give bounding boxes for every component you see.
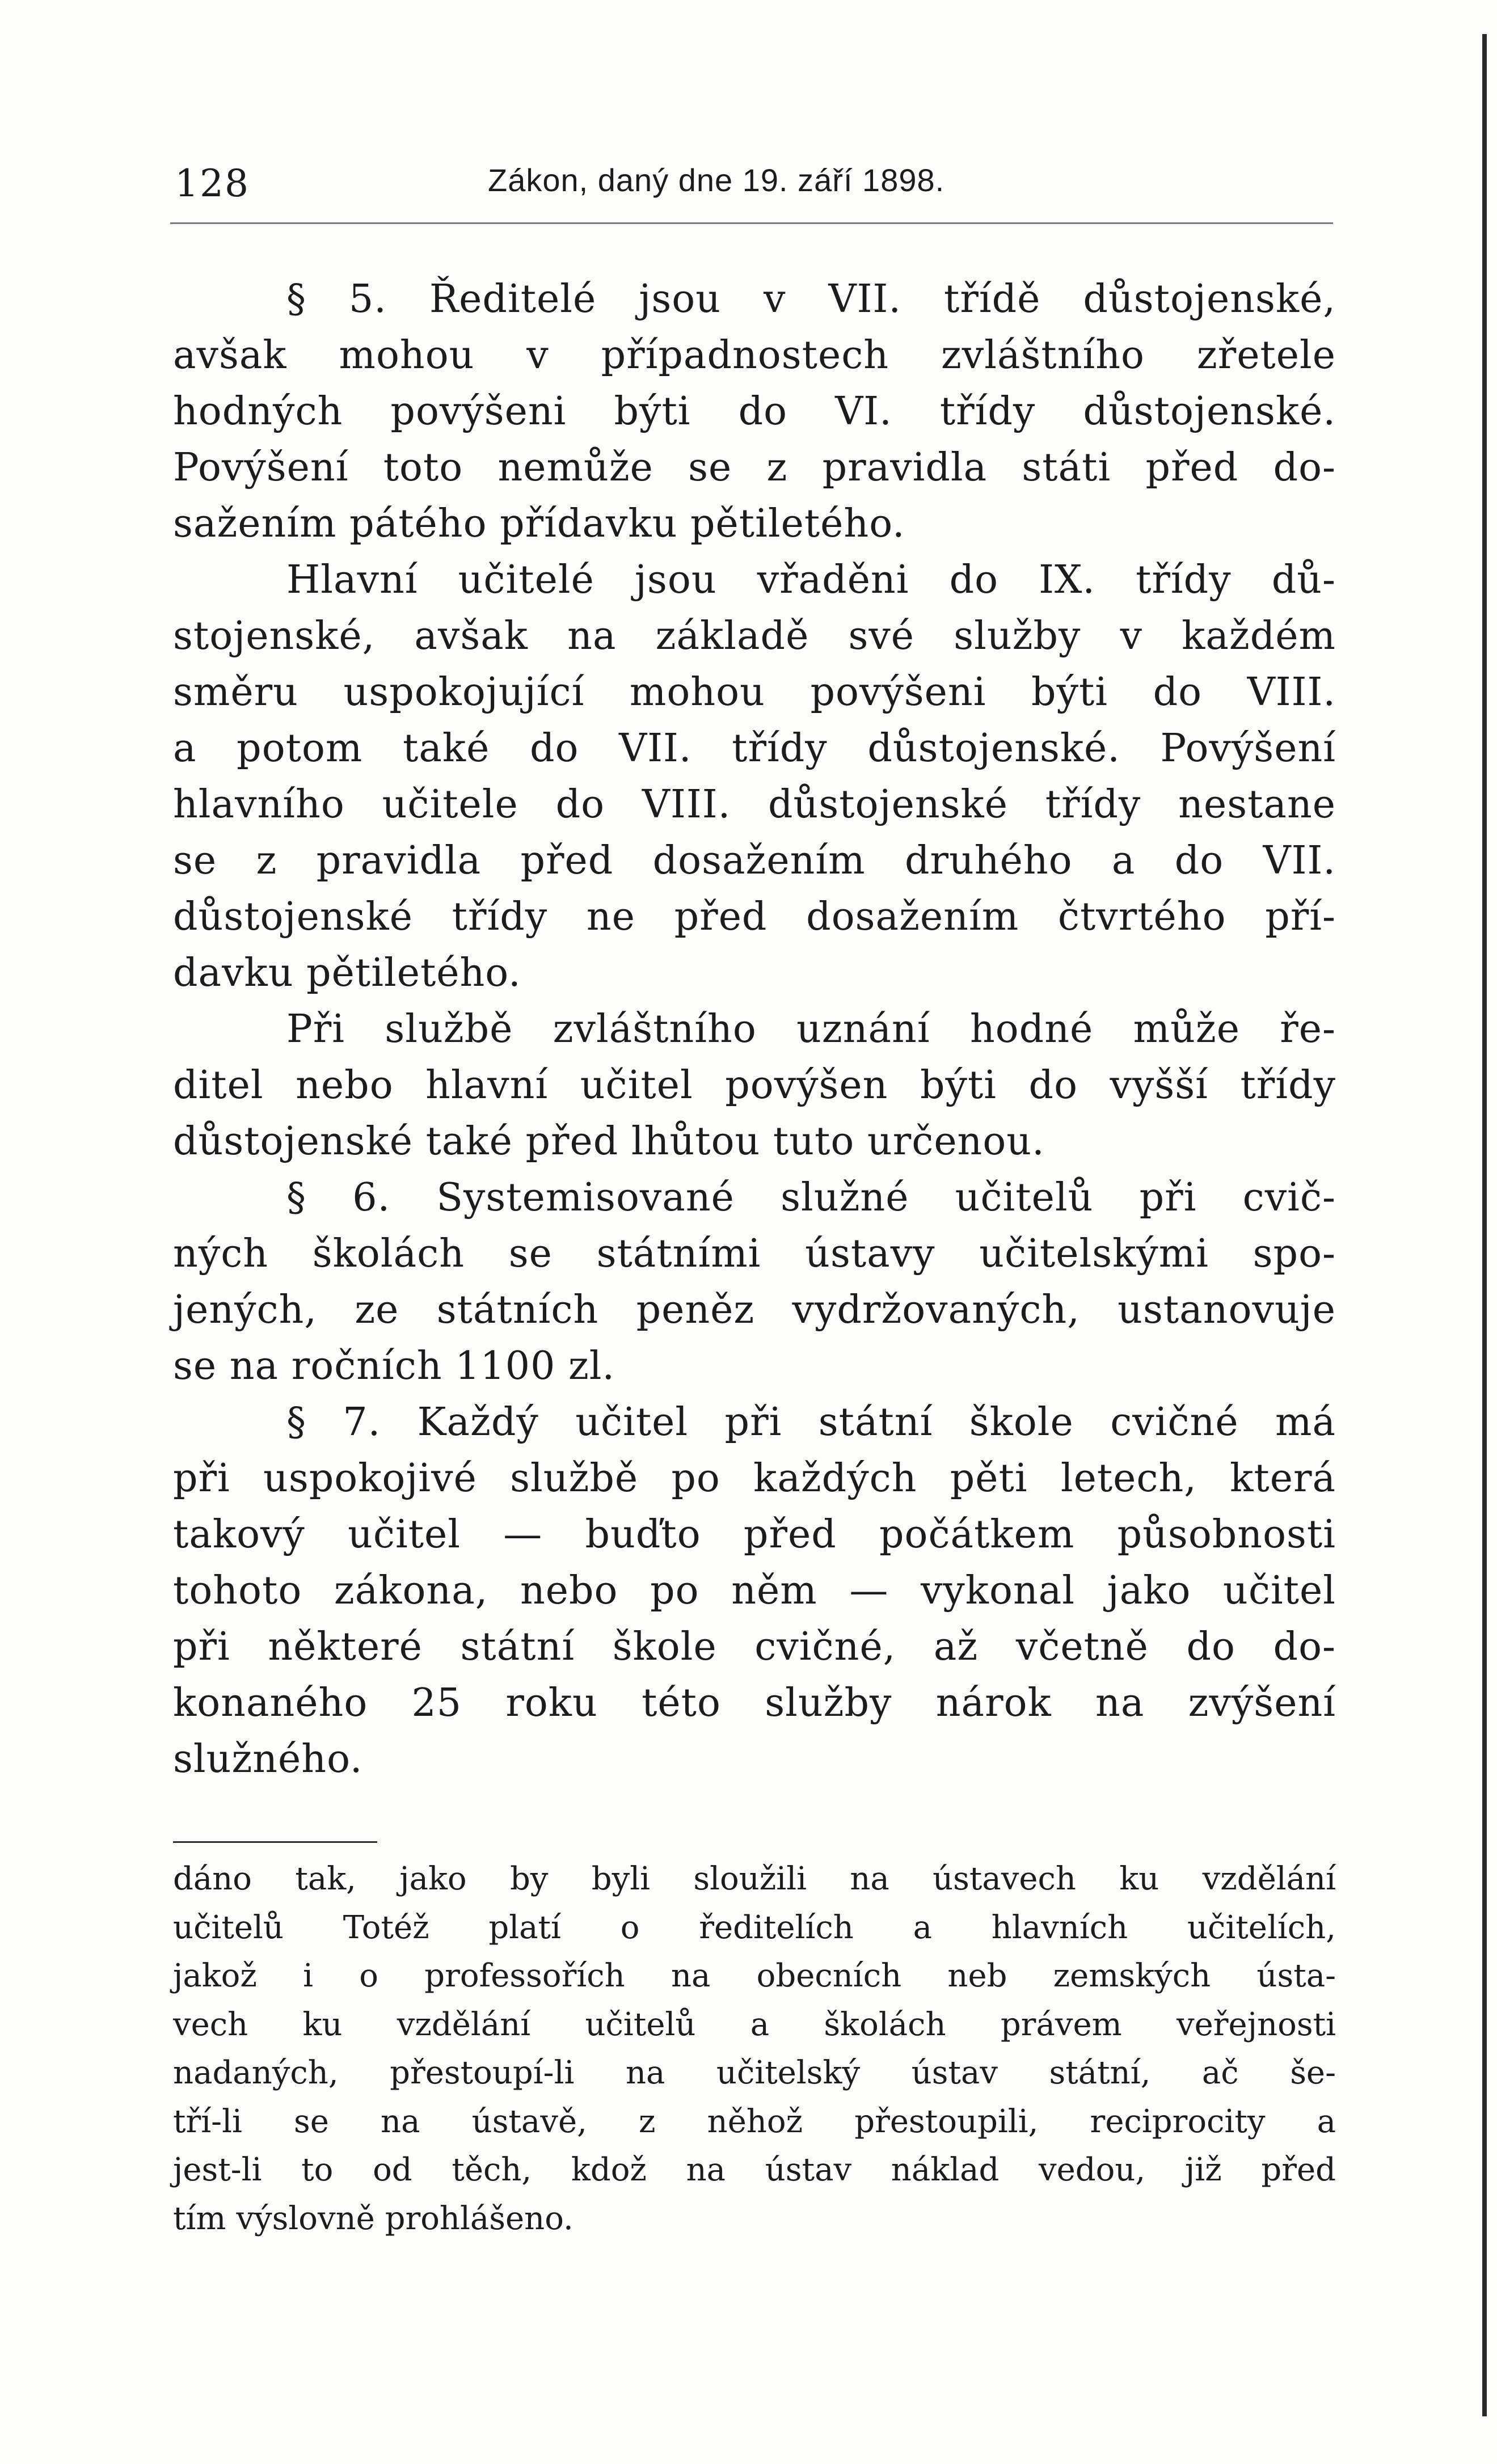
paragraph-line: při některé státní škole cvičné, až včetně do do- xyxy=(173,1625,1336,1669)
paragraph-line: § 7. Každý učitel při státní škole cvičné má xyxy=(286,1400,1336,1445)
paragraph-line: Hlavní učitelé jsou vřaděni do IX. třídy dů- xyxy=(286,558,1336,602)
paragraph-line: tohoto zákona, nebo po něm — vykonal jako učitel xyxy=(173,1568,1336,1613)
paragraph-line: Povýšení toto nemůže se z pravidla státi před do- xyxy=(173,445,1336,490)
paragraph-line: takový učitel — buďto před počátkem působnosti xyxy=(173,1512,1336,1557)
paragraph-line: hlavního učitele do VIII. důstojenské třídy nestane xyxy=(173,782,1336,827)
footnote-divider xyxy=(173,1841,377,1843)
footnote-line: jakož i o professořích na obecních neb zemských ústa- xyxy=(173,1957,1336,1994)
paragraph-line: se z pravidla před dosažením druhého a do VII. xyxy=(173,838,1336,883)
paragraph-line: davku pětiletého. xyxy=(173,951,521,995)
footnote-line: jest-li to od těch, kdož na ústav náklad vedou, již před xyxy=(173,2151,1336,2188)
paragraph-line: avšak mohou v případnostech zvláštního zřetele xyxy=(173,333,1336,378)
paragraph-line: stojenské, avšak na základě své služby v každém xyxy=(173,614,1336,659)
footnote-line: učitelů Totéž platí o ředitelích a hlavních učitelích, xyxy=(173,1909,1336,1946)
paragraph-line: § 6. Systemisované služné učitelů při cvič- xyxy=(286,1175,1336,1220)
paragraph-line: jených, ze státních peněz vydržovaných, ustanovuje xyxy=(173,1288,1336,1332)
paragraph-line: ných školách se státními ústavy učitelskými spo- xyxy=(173,1231,1336,1276)
footnote-line: nadaných, přestoupí-li na učitelský ústav státní, ač še- xyxy=(173,2054,1336,2091)
paragraph-line: směru uspokojující mohou povýšeni býti do VIII. xyxy=(173,670,1336,715)
header-divider xyxy=(170,222,1333,224)
footnote-line: tím výslovně prohlášeno. xyxy=(173,2200,574,2237)
paragraph-line: důstojenské také před lhůtou tuto určenou. xyxy=(173,1119,1045,1164)
paragraph-line: a potom také do VII. třídy důstojenské. Povýšení xyxy=(173,726,1336,771)
page-edge-line xyxy=(1482,34,1487,2416)
paragraph-line: ditel nebo hlavní učitel povýšen býti do vyšší třídy xyxy=(173,1063,1336,1108)
page-header xyxy=(170,162,1333,207)
footnote-line: tří-li se na ústavě, z něhož přestoupili, reciprocity a xyxy=(173,2103,1336,2140)
paragraph-line: služného. xyxy=(173,1737,363,1782)
paragraph-line: sažením pátého přídavku pětiletého. xyxy=(173,501,905,546)
paragraph-line: konaného 25 roku této služby nárok na zvýšení xyxy=(173,1681,1336,1725)
paragraph-line: důstojenské třídy ne před dosažením čtvrtého pří- xyxy=(173,895,1336,939)
paragraph-line: při uspokojivé službě po každých pěti letech, která xyxy=(173,1456,1336,1501)
running-title: Zákon, daný dne 19. září 1898. xyxy=(488,162,945,198)
paragraph-line: se na ročních 1100 zl. xyxy=(173,1344,615,1389)
paragraph-line: hodných povýšeni býti do VI. třídy důstojenské. xyxy=(173,389,1336,434)
main-text xyxy=(173,271,1336,1787)
footnote-line: vech ku vzdělání učitelů a školách právem veřejnosti xyxy=(173,2006,1336,2043)
footnote xyxy=(173,1855,1336,2243)
paragraph-line: § 5. Ředitelé jsou v VII. třídě důstojenské, xyxy=(286,277,1336,322)
paragraph-line: Při službě zvláštního uznání hodné může ře- xyxy=(286,1007,1336,1052)
footnote-line: dáno tak, jako by byli sloužili na ústavech ku vzdělání xyxy=(173,1860,1336,1897)
page-number: 128 xyxy=(175,162,250,205)
